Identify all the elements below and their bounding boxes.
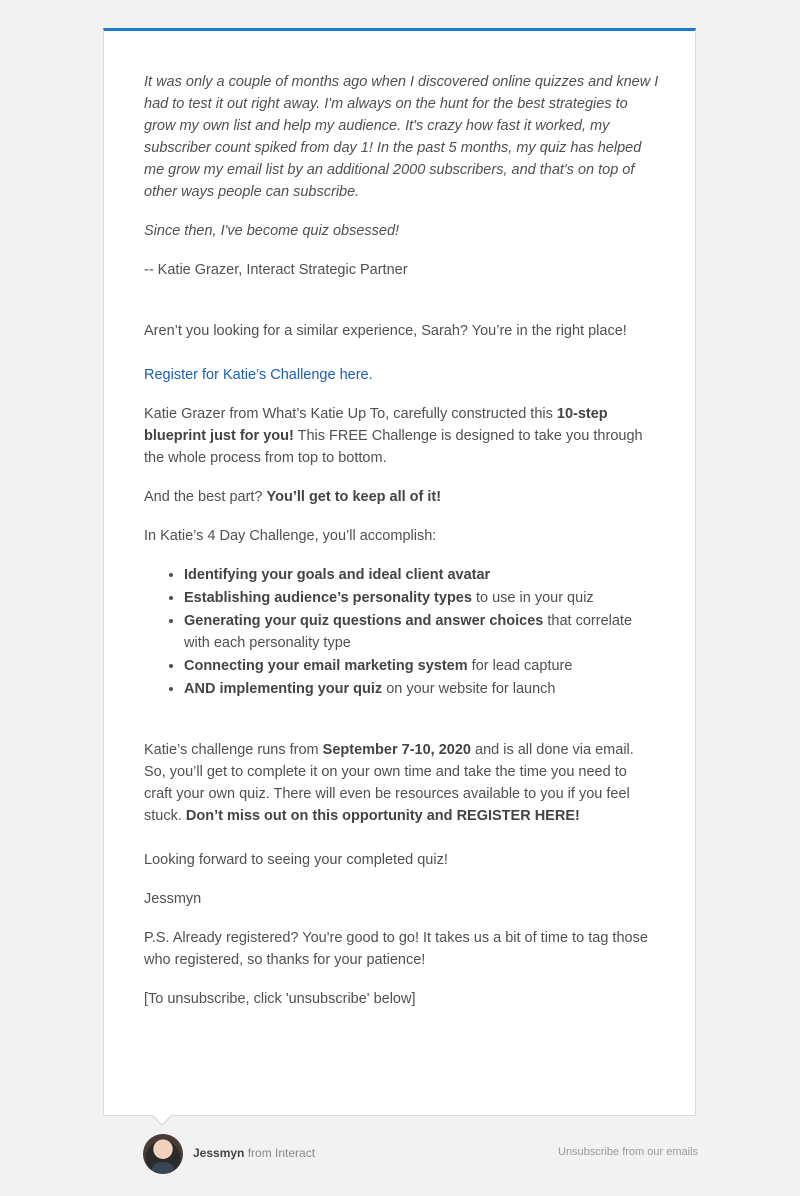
- register-here-link[interactable]: REGISTER HERE: [456, 808, 575, 824]
- unsubscribe-note: [To unsubscribe, click 'unsubscribe' below]: [144, 991, 416, 1007]
- unsubscribe-link[interactable]: Unsubscribe from our emails: [558, 1146, 698, 1158]
- sender-name: Jessmyn: [193, 1146, 245, 1160]
- best-part-paragraph: And the best part? You’ll get to keep all of it!: [144, 489, 442, 505]
- sender-line: [193, 1146, 315, 1160]
- accomplish-intro: In Katie’s 4 Day Challenge, you’ll accomplish:: [144, 528, 437, 544]
- email-card: [103, 28, 696, 1116]
- sender-from: from Interact: [244, 1146, 316, 1160]
- register-link[interactable]: Register for Katie’s Challenge here.: [144, 367, 373, 383]
- list-item: • Establishing audience’s personality types to use in your quiz: [184, 587, 659, 609]
- challenge-dates: September 7-10, 2020: [322, 742, 471, 758]
- blueprint-paragraph: Katie Grazer from What’s Katie Up To, carefully constructed this 10-step blueprint just for you! This FREE Challenge is designed to take you through the whole process from top to bottom.: [144, 406, 643, 466]
- ps-note: P.S. Already registered? You're good to go! It takes us a bit of time to tag those who registered, so thanks for your patience!: [144, 930, 648, 968]
- testimonial-quote: It was only a couple of months ago when I discovered online quizzes and knew I had to test it out right away. I'm always on the hunt for the best strategies to grow my own list and help my audience. It's crazy how fast it worked, my subscriber count spiked from day 1! In the past 5 months, my quiz has helped me grow my email list by an additional 2000 subscribers, and that's on top of other ways people can subscribe.: [144, 74, 659, 200]
- email-body: [144, 71, 659, 1027]
- email-footer: [143, 1134, 698, 1174]
- blueprint-bold: 10-step blueprint just for you!: [144, 406, 608, 444]
- list-item: • Generating your quiz questions and answer choices that correlate with each personality type: [184, 610, 659, 654]
- card-tail-fill: [153, 1115, 171, 1124]
- intro-question: Aren’t you looking for a similar experience, Sarah? You’re in the right place!: [144, 323, 627, 339]
- signature: Jessmyn: [144, 891, 202, 907]
- avatar: [143, 1134, 183, 1174]
- best-part-bold: You’ll get to keep all of it!: [266, 489, 442, 505]
- closing-line: Looking forward to seeing your completed quiz!: [144, 852, 448, 868]
- challenge-dates-paragraph: Katie’s challenge runs from September 7-10, 2020 and is all done via email. So, you’ll get to complete it on your own time and take the time you need to craft your own quiz. There will even be resources available to you if you feel stuck. Don’t miss out on this opportunity and REGISTER HERE!: [144, 742, 634, 824]
- list-item: • Identifying your goals and ideal client avatar: [184, 564, 659, 586]
- list-item: • AND implementing your quiz on your website for launch: [184, 678, 659, 700]
- accomplish-list: [144, 564, 659, 700]
- list-item: • Connecting your email marketing system for lead capture: [184, 655, 659, 677]
- testimonial-since: Since then, I've become quiz obsessed!: [144, 223, 400, 239]
- testimonial-attribution: -- Katie Grazer, Interact Strategic Partner: [144, 262, 408, 278]
